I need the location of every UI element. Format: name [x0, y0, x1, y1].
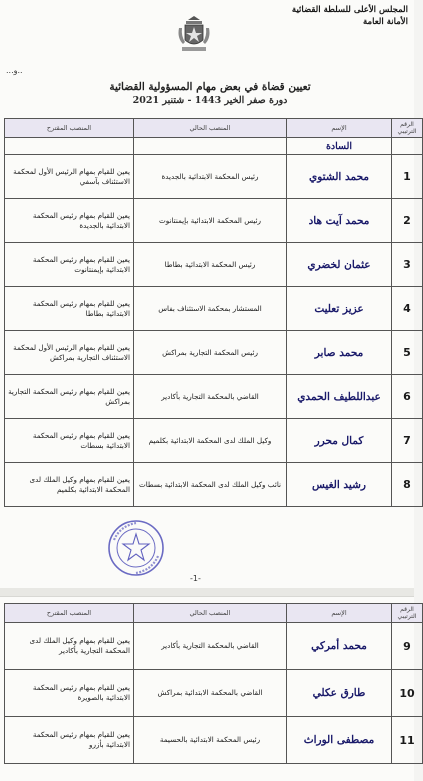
table-row — [5, 155, 423, 199]
header-name: الإسم — [287, 119, 392, 138]
person-name: كمال محرر — [287, 419, 392, 463]
table-row — [5, 463, 423, 507]
sada-row — [5, 138, 423, 155]
header-name: الإسم — [287, 604, 392, 623]
person-name: عثمان لخضري — [287, 243, 392, 287]
current-post: المستشار بمحكمة الاستئناف بفاس — [134, 287, 287, 331]
proposed-post: يعين للقيام بمهام رئيس المحكمة الابتدائية بإيمنتانوت — [5, 243, 134, 287]
proposed-post: يعين للقيام بمهام وكيل الملك لدى المحكمة التجارية بأكادير — [5, 623, 134, 670]
person-name: مصطفى الوراث — [287, 717, 392, 764]
page-reference: ...و.. — [6, 66, 23, 75]
institution-header — [258, 4, 408, 28]
proposed-post: يعين للقيام بمهام الرئيس الأول لمحكمة الاستئناف بآسفي — [5, 155, 134, 199]
title-main: تعيين قضاة في بعض مهام المسؤولية القضائية — [109, 81, 311, 93]
person-name: محمد الشتوي — [287, 155, 392, 199]
row-number: 9 — [392, 623, 423, 670]
table-row — [5, 623, 423, 670]
row-number: 1 — [392, 155, 423, 199]
proposed-post: يعين للقيام بمهام رئيس المحكمة التجارية بمراكش — [5, 375, 134, 419]
page-number: -1- — [190, 574, 201, 583]
current-post: رئيس المحكمة الابتدائية بإيمنتانوت — [134, 199, 287, 243]
header-line-2: الأمانة العامة — [363, 17, 408, 27]
table-row — [5, 331, 423, 375]
current-post: وكيل الملك لدى المحكمة الابتدائية بكلميم — [134, 419, 287, 463]
proposed-post: يعين للقيام بمهام رئيس المحكمة الابتدائية بالجديدة — [5, 199, 134, 243]
row-number: 11 — [392, 717, 423, 764]
table-row — [5, 375, 423, 419]
proposed-post: يعين للقيام بمهام رئيس المحكمة الابتدائية بطاطا — [5, 287, 134, 331]
table-row — [5, 419, 423, 463]
person-name: عبداللطيف الحمدي — [287, 375, 392, 419]
row-number: 2 — [392, 199, 423, 243]
document-title — [70, 80, 350, 108]
header-proposed-post: المنصب المقترح — [5, 119, 134, 138]
row-number: 7 — [392, 419, 423, 463]
person-name: عزيز تعليت — [287, 287, 392, 331]
row-number: 3 — [392, 243, 423, 287]
header-proposed-post: المنصب المقترح — [5, 604, 134, 623]
current-post: القاضي بالمحكمة الابتدائية بمراكش — [134, 670, 287, 717]
document-page-2 — [0, 596, 417, 781]
table-row — [5, 243, 423, 287]
header-line-1: المجلس الأعلى للسلطة القضائية — [291, 5, 408, 15]
proposed-post: يعين للقيام بمهام رئيس المحكمة الابتدائية بالصويرة — [5, 670, 134, 717]
proposed-post: يعين للقيام بمهام رئيس المحكمة الابتدائية بأزرو — [5, 717, 134, 764]
row-number: 6 — [392, 375, 423, 419]
proposed-post: يعين للقيام بمهام رئيس المحكمة الابتدائية بسطات — [5, 419, 134, 463]
person-name: محمد صابر — [287, 331, 392, 375]
current-post: القاضي بالمحكمة التجارية بأكادير — [134, 623, 287, 670]
current-post: القاضي بالمحكمة التجارية بأكادير — [134, 375, 287, 419]
current-post: نائب وكيل الملك لدى المحكمة الابتدائية بسطات — [134, 463, 287, 507]
header-number: الرقم الترتيبي — [392, 119, 423, 138]
proposed-post: يعين للقيام بمهام وكيل الملك لدى المحكمة الابتدائية بكلميم — [5, 463, 134, 507]
official-stamp-icon — [106, 518, 166, 578]
table-row — [5, 199, 423, 243]
title-session: دورة صفر الخير 1443 - شتنبر 2021 — [132, 95, 288, 106]
current-post: رئيس المحكمة الابتدائية بالحسيمة — [134, 717, 287, 764]
row-number: 4 — [392, 287, 423, 331]
sada-label: السادة — [287, 138, 392, 155]
current-post: رئيس المحكمة الابتدائية بطاطا — [134, 243, 287, 287]
header-current-post: المنصب الحالي — [134, 119, 287, 138]
row-number: 5 — [392, 331, 423, 375]
header-current-post: المنصب الحالي — [134, 604, 287, 623]
page-separator — [0, 588, 414, 596]
current-post: رئيس المحكمة التجارية بمراكش — [134, 331, 287, 375]
row-number: 8 — [392, 463, 423, 507]
person-name: محمد أمركي — [287, 623, 392, 670]
table-row — [5, 287, 423, 331]
appointments-table-continued — [4, 603, 423, 764]
proposed-post: يعين للقيام بمهام الرئيس الأول لمحكمة الاستئناف التجارية بمراكش — [5, 331, 134, 375]
person-name: رشيد الغيس — [287, 463, 392, 507]
appointments-table — [4, 118, 423, 507]
person-name: طارق عكلي — [287, 670, 392, 717]
person-name: محمد آيت هاد — [287, 199, 392, 243]
header-number: الرقم الترتيبي — [392, 604, 423, 623]
table-row — [5, 717, 423, 764]
table-row — [5, 670, 423, 717]
current-post: رئيس المحكمة الابتدائية بالجديدة — [134, 155, 287, 199]
row-number: 10 — [392, 670, 423, 717]
coat-of-arms-icon — [176, 14, 212, 56]
